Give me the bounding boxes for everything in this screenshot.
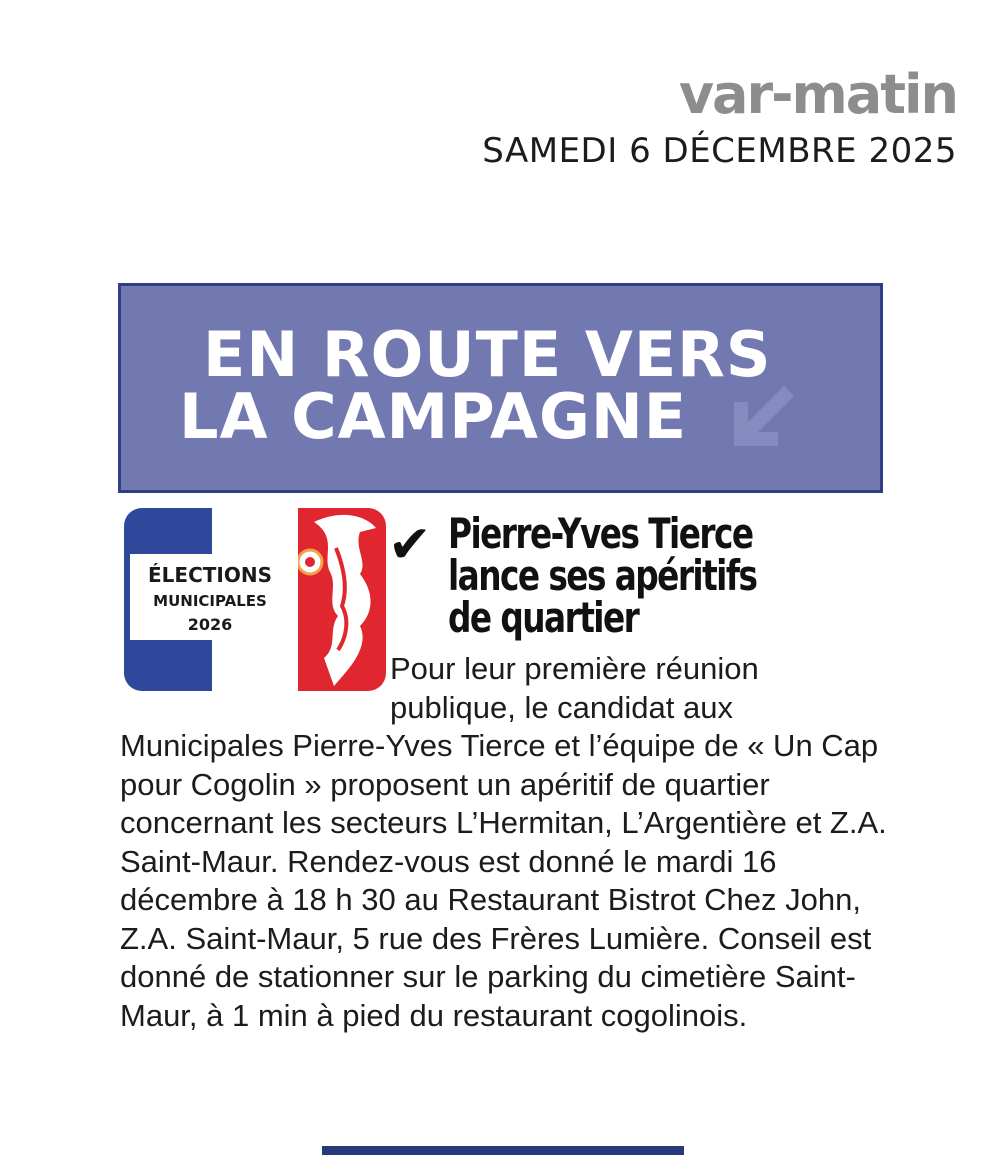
article-headline [448,509,854,642]
logo-line-2: MUNICIPALES [153,592,267,610]
bottom-divider [322,1146,684,1155]
banner-title-line-1: EN ROUTE VERS [203,318,772,391]
headline-line-3: de quartier [448,593,639,642]
publication-date: SAMEDI 6 DÉCEMBRE 2025 [482,131,957,171]
logo-line-1: ÉLECTIONS [148,563,272,587]
headline-line-1: Pierre-Yves Tierce [448,509,753,558]
banner-title [179,318,772,453]
banner-title-line-2: LA CAMPAGNE [179,380,688,453]
brand-logo: var-matin [678,63,957,126]
logo-line-3: 2026 [187,615,233,634]
arrow-down-left-icon [726,378,796,448]
article-body [120,650,890,1035]
checkmark-icon: ✔ [388,515,432,575]
headline-line-2: lance ses apéritifs [448,551,757,600]
section-banner [118,283,883,493]
article-body-text: Pour leur première réunion publique, le candidat aux Municipales Pierre-Yves Tierce et l’équipe de « Un Cap pour Cogolin » proposent un apéritif de quartier concernant les secteurs L’Hermitan, L’Argentière et Z.A. Saint-Maur. Rendez-vous est donné le mardi 16 décembre à 18 h 30 au Restaurant Bistrot Chez John, Z.A. Saint-Maur, 5 rue des Frères Lumière. Conseil est donné de stationner sur le parking du cimetière Saint-Maur, à 1 min à pied du restaurant cogolinois. [120,651,887,1033]
